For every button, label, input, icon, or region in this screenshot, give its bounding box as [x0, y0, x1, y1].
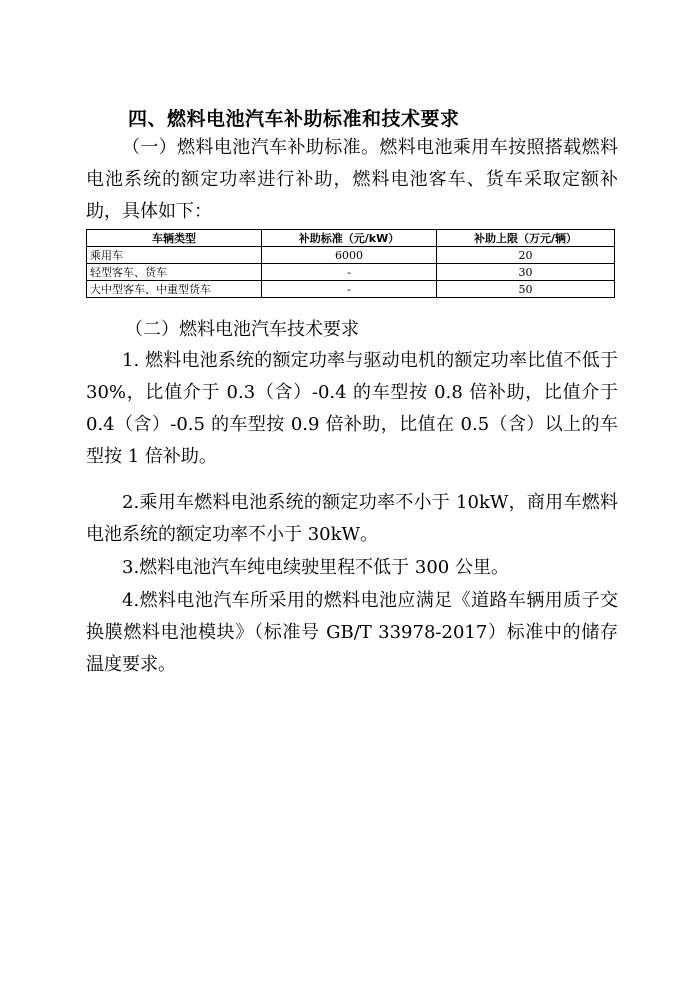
cell-vehicle-type: 大中型客车、中重型货车	[87, 281, 262, 298]
table-row	[87, 247, 615, 264]
table-header-row	[87, 230, 615, 247]
cell-subsidy-standard: -	[262, 264, 437, 281]
technical-requirements-subheading: （二）燃料电池汽车技术要求	[125, 319, 359, 340]
header-vehicle-type: 车辆类型	[87, 230, 262, 247]
cell-subsidy-standard: 6000	[262, 247, 437, 264]
cell-vehicle-type: 乘用车	[87, 247, 262, 264]
cell-subsidy-cap: 20	[437, 247, 615, 264]
cell-subsidy-cap: 50	[437, 281, 615, 298]
requirement-3-paragraph: 3.燃料电池汽车纯电续驶里程不低于 300 公里。	[122, 557, 509, 578]
cell-subsidy-standard: -	[262, 281, 437, 298]
section-heading: 四、燃料电池汽车补助标准和技术要求	[128, 108, 460, 130]
cell-vehicle-type: 轻型客车、货车	[87, 264, 262, 281]
requirement-2-paragraph: 2.乘用车燃料电池系统的额定功率不小于 10kW，商用车燃料电池系统的额定功率不小于 30kW。	[86, 492, 618, 545]
cell-subsidy-cap: 30	[437, 264, 615, 281]
table-row	[87, 281, 615, 298]
requirement-1-paragraph: 1. 燃料电池系统的额定功率与驱动电机的额定功率比值不低于 30%，比值介于 0.3（含）-0.4 的车型按 0.8 倍补助，比值介于 0.4（含）-0.5 的车型按 0.9 倍补助，比值在 0.5（含）以上的车型按 1 倍补助。	[86, 350, 618, 467]
header-subsidy-standard: 补助标准（元/kW）	[262, 230, 437, 247]
table-row	[87, 264, 615, 281]
requirement-4-paragraph: 4.燃料电池汽车所采用的燃料电池应满足《道路车辆用质子交换膜燃料电池模块》（标准号 GB/T 33978-2017）标准中的储存温度要求。	[86, 590, 618, 675]
header-subsidy-cap: 补助上限（万元/辆）	[437, 230, 615, 247]
subsidy-standard-paragraph: （一）燃料电池汽车补助标准。燃料电池乘用车按照搭载燃料电池系统的额定功率进行补助，燃料电池客车、货车采取定额补助，具体如下：	[86, 137, 618, 222]
subsidy-table	[86, 229, 614, 298]
